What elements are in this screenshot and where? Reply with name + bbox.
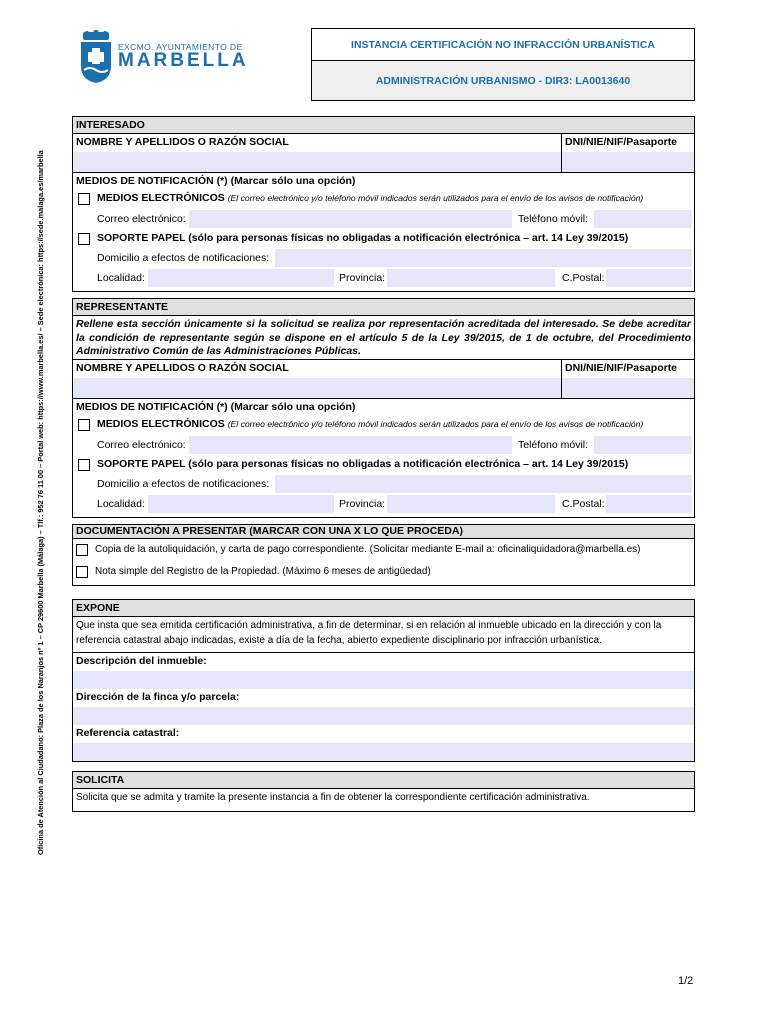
expone-address-row	[73, 689, 694, 725]
interesado-dni-label: DNI/NIE/NIF/Pasaporte	[565, 136, 678, 148]
documentacion-items	[73, 539, 694, 585]
interesado-paper-label: SOPORTE PAPEL (sólo para personas físicas no obligadas a notificación electrónica – art. 14 Ley 39/2015)	[97, 232, 629, 244]
solicita-title: SOLICITA	[73, 772, 694, 789]
interesado-email-field[interactable]	[189, 210, 512, 228]
document-title: INSTANCIA CERTIFICACIÓN NO INFRACCIÓN URBANÍSTICA	[312, 29, 694, 61]
doc-item-1-checkbox[interactable]	[76, 544, 88, 556]
representante-email-label: Correo electrónico:	[97, 439, 186, 451]
interesado-name-field[interactable]	[73, 152, 561, 172]
documentacion-section	[72, 524, 695, 586]
representante-phone-label: Teléfono móvil:	[518, 439, 589, 451]
expone-catastral-field[interactable]	[73, 743, 694, 761]
representante-province-label: Provincia:	[339, 498, 386, 510]
doc-item-2-label: Nota simple del Registro de la Propiedad. (Máximo 6 meses de antigüedad)	[95, 566, 431, 577]
interesado-phone-field[interactable]	[594, 210, 692, 228]
expone-section	[72, 599, 695, 762]
representante-address-field[interactable]	[275, 475, 692, 493]
representante-name-row	[73, 360, 694, 399]
solicita-text: Solicita que se admita y tramite la presente instancia a fin de obtener la correspondiente certificación administrativa.	[76, 792, 590, 803]
doc-item-2-checkbox[interactable]	[76, 566, 88, 578]
solicita-section	[72, 771, 695, 812]
representante-city-label: Localidad:	[97, 498, 145, 510]
representante-title: REPRESENTANTE	[73, 299, 694, 316]
representante-city-field[interactable]	[148, 495, 334, 513]
interesado-electronic-label: MEDIOS ELECTRÓNICOS	[97, 192, 225, 204]
doc-item-1-label: Copia de la autoliquidación, y carta de pago correspondiente. (Solicitar mediante E-mail a: oficinaliquidadora@marbella.es)	[95, 544, 641, 555]
expone-desc-label: Descripción del inmueble:	[76, 655, 207, 667]
expone-desc-row	[73, 653, 694, 689]
interesado-name-row	[73, 134, 694, 173]
expone-desc-field[interactable]	[73, 671, 694, 689]
interesado-notif-row	[73, 173, 694, 291]
representante-electronic-label: MEDIOS ELECTRÓNICOS	[97, 418, 225, 430]
interesado-province-label: Provincia:	[339, 272, 386, 284]
interesado-province-field[interactable]	[387, 269, 555, 287]
interesado-address-field[interactable]	[275, 249, 692, 267]
interesado-electronic-checkbox[interactable]	[78, 193, 90, 205]
representante-electronic-checkbox[interactable]	[78, 419, 90, 431]
marbella-logo	[78, 30, 249, 84]
interesado-email-label: Correo electrónico:	[97, 213, 186, 225]
interesado-phone-label: Teléfono móvil:	[518, 213, 589, 225]
representante-paper-checkbox[interactable]	[78, 459, 90, 471]
document-subtitle: ADMINISTRACIÓN URBANISMO - DIR3: LA0013640	[312, 61, 694, 100]
representante-paper-label: SOPORTE PAPEL (sólo para personas físicas no obligadas a notificación electrónica – art. 14 Ley 39/2015)	[97, 458, 629, 470]
expone-address-field[interactable]	[73, 707, 694, 725]
coat-of-arms-icon	[78, 30, 114, 84]
interesado-postal-label: C.Postal:	[562, 272, 605, 284]
representante-postal-field[interactable]	[606, 495, 692, 513]
side-contact-text: Oficina de Atención al Ciudadano: Plaza de los Naranjos nº 1 – CP 29600 Marbella (Málaga) – Tlf.: 952 76 11 00 – Portal web: https://www.marbella.es/ – Sede electrónica: https://sede.malaga.es/marbella	[36, 150, 45, 855]
expone-address-label: Dirección de la finca y/o parcela:	[76, 691, 240, 703]
representante-notif-row	[73, 399, 694, 517]
interesado-electronic-note: (El correo electrónico y/o teléfono móvil indicados serán utilizados para el envío de los avisos de notificación)	[227, 193, 644, 203]
interesado-section	[72, 116, 695, 292]
representante-name-label: NOMBRE Y APELLIDOS O RAZÓN SOCIAL	[76, 362, 289, 374]
representante-dni-field[interactable]	[562, 378, 694, 398]
representante-province-field[interactable]	[387, 495, 555, 513]
representante-name-field[interactable]	[73, 378, 561, 398]
expone-text: Que insta que sea emitida certificación administrativa, a fin de determinar, si en relación al inmueble ubicado en la dirección y con la referencia catastral abajo indicadas, existe a día de la fecha, abierto expediente disciplinario por infracción urbanística.	[73, 617, 694, 653]
representante-electronic-note: (El correo electrónico y/o teléfono móvil indicados serán utilizados para el envío de los avisos de notificación)	[227, 419, 644, 429]
page-number: 1/2	[678, 975, 694, 987]
representante-postal-label: C.Postal:	[562, 498, 605, 510]
representante-notif-label: MEDIOS DE NOTIFICACIÓN (*) (Marcar sólo una opción)	[76, 401, 356, 413]
representante-email-field[interactable]	[189, 436, 512, 454]
representante-section	[72, 298, 695, 518]
representante-note: Rellene esta sección únicamente si la solicitud se realiza por representación acreditada del interesado. Se debe acreditar la condición de representante según se dispone en el artículo 5 de la Ley 39/2015, de 1 de octubre, del Procedimiento Administrativo Común de las Administraciones Públicas.	[73, 316, 694, 360]
representante-address-label: Domicilio a efectos de notificaciones:	[97, 478, 270, 490]
interesado-name-label: NOMBRE Y APELLIDOS O RAZÓN SOCIAL	[76, 136, 289, 148]
interesado-city-field[interactable]	[148, 269, 334, 287]
interesado-notif-label: MEDIOS DE NOTIFICACIÓN (*) (Marcar sólo una opción)	[76, 175, 356, 187]
representante-dni-label: DNI/NIE/NIF/Pasaporte	[565, 362, 678, 374]
interesado-address-label: Domicilio a efectos de notificaciones:	[97, 252, 270, 264]
document-header	[311, 28, 695, 101]
expone-catastral-row	[73, 725, 694, 761]
interesado-title: INTERESADO	[73, 117, 694, 134]
interesado-postal-field[interactable]	[606, 269, 692, 287]
interesado-city-label: Localidad:	[97, 272, 145, 284]
logo-line1: EXCMO. AYUNTAMIENTO DE	[118, 42, 243, 52]
documentacion-title: DOCUMENTACIÓN A PRESENTAR (MARCAR CON UNA X LO QUE PROCEDA)	[73, 525, 694, 539]
logo-line2: MARBELLA	[118, 50, 249, 71]
expone-catastral-label: Referencia catastral:	[76, 727, 180, 739]
representante-phone-field[interactable]	[594, 436, 692, 454]
interesado-dni-field[interactable]	[562, 152, 694, 172]
expone-title: EXPONE	[73, 600, 694, 617]
interesado-paper-checkbox[interactable]	[78, 233, 90, 245]
